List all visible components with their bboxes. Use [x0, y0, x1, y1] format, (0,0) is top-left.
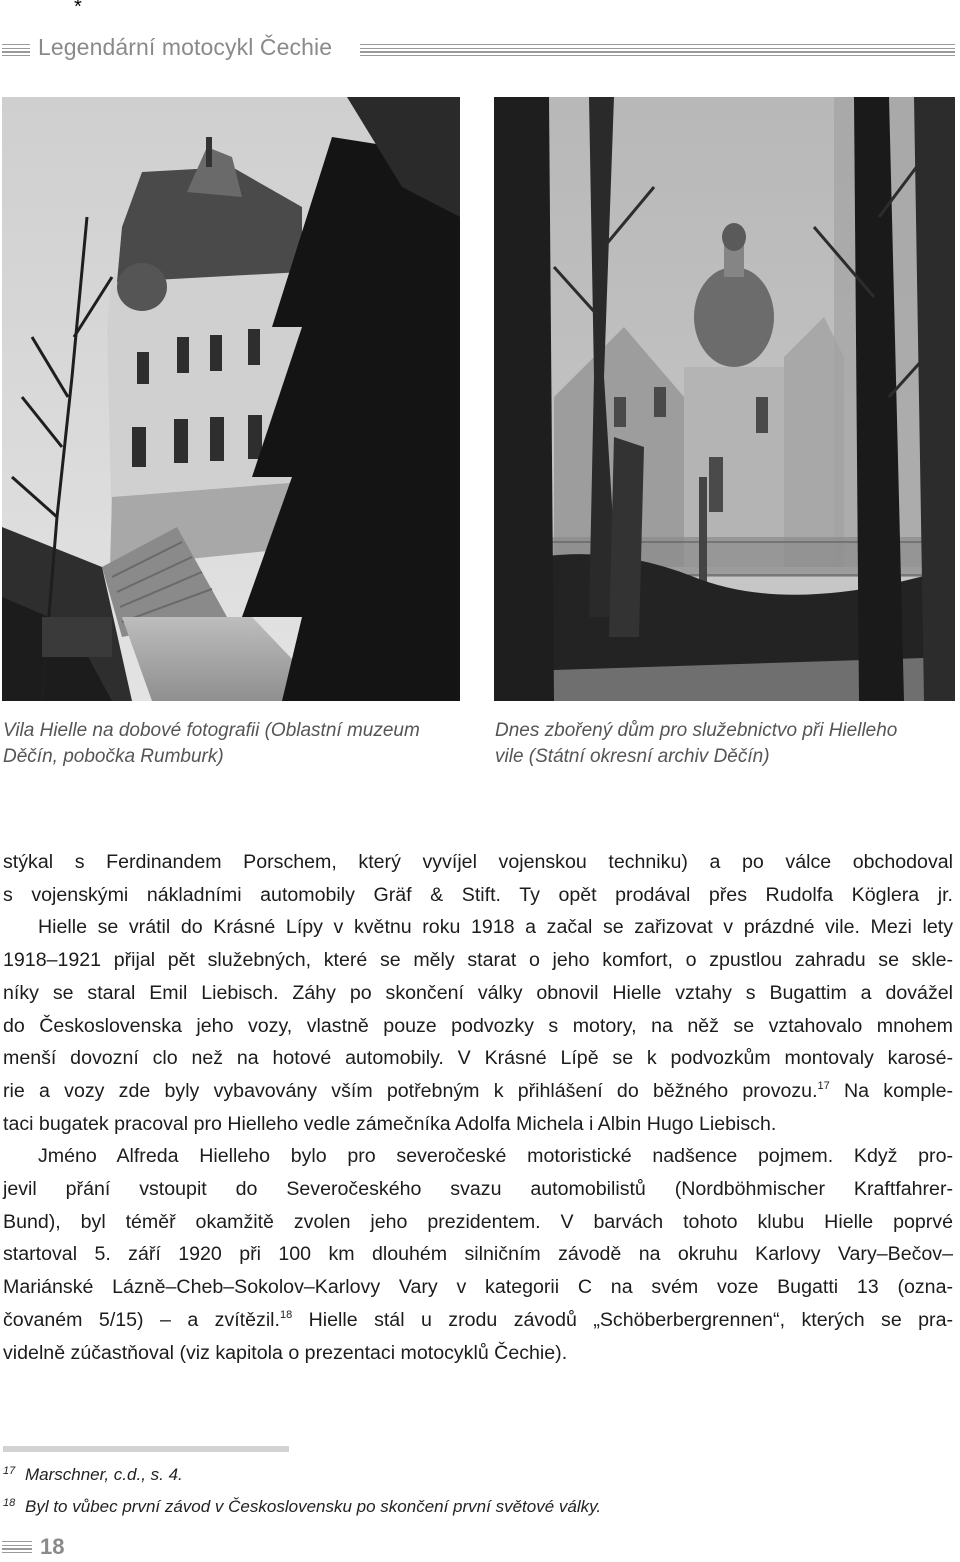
body-line: do Československa jeho vozy, vlastně pouze podvozky s motory, na něž se vztahovalo mnohem — [3, 1014, 953, 1037]
body-text-run: rie a vozy zde byly vybavovány vším potřebným k přihlášení do běžného provozu. — [3, 1079, 818, 1102]
header-asterisk: * — [74, 0, 82, 18]
body-text-run: Na komple- — [829, 1079, 953, 1102]
body-line: Bund), byl téměř okamžitě zvolen jeho prezidentem. V barvách tohoto klubu Hielle poprvé — [3, 1210, 953, 1233]
photo-servants-house — [494, 97, 955, 701]
body-line-with-footnote — [3, 1304, 953, 1337]
header-rule-left — [2, 44, 30, 56]
body-line: Jméno Alfreda Hielleho bylo pro severočeské motoristické nadšence pojmem. Když pro- — [38, 1145, 953, 1168]
caption-line: Děčín, pobočka Rumburk) — [3, 746, 224, 767]
footnote-text: Byl to vůbec první závod v Československu po skončení první světové války. — [25, 1497, 602, 1516]
footnote-18 — [3, 1489, 903, 1521]
footnote-text: Marschner, c.d., s. 4. — [25, 1465, 183, 1484]
footer-rule — [2, 1541, 32, 1556]
body-text-run: čovaném 5/15) – a zvítězil. — [3, 1308, 280, 1331]
footnote-rule — [3, 1446, 289, 1452]
body-line: taci bugatek pracoval pro Hielleho vedle zámečníka Adolfa Michela i Albin Hugo Liebisch. — [3, 1112, 777, 1135]
footnotes — [3, 1457, 903, 1521]
body-line: Hielle se vrátil do Krásné Lípy v květnu roku 1918 a začal se zařizovat v prázdné vile. Mezi lety — [38, 916, 953, 939]
caption-line: Vila Hielle na dobové fotografii (Oblastní muzeum — [3, 720, 420, 741]
body-line: stýkal s Ferdinandem Porschem, který vyvíjel vojenskou techniku) a po válce obchodoval — [3, 851, 953, 873]
header-rule-right — [360, 44, 955, 56]
body-line: s vojenskými nákladními automobily Gräf & Stift. Ty opět prodával přes Rudolfa Köglera jr. — [3, 883, 953, 906]
body-line: menší dovozní clo než na hotové automobily. V Krásné Lípě se k podvozkům montovaly karosé- — [3, 1047, 953, 1070]
footnote-ref-17: 17 — [817, 1079, 830, 1092]
body-line: startoval 5. září 1920 při 100 km dlouhém silničním závodě na okruhu Karlovy Vary–Bečov– — [3, 1243, 953, 1266]
page-number: 18 — [40, 1534, 65, 1559]
caption-line: Dnes zbořený dům pro služebnictvo při Hielleho — [495, 720, 898, 741]
body-line: 1918–1921 přijal pět služebných, které se měly starat o jeho komfort, o zpustlou zahradu se skle- — [3, 949, 953, 972]
figure-caption-1 — [3, 718, 473, 770]
footnote-number: 18 — [3, 1497, 16, 1509]
caption-line: vile (Státní okresní archiv Děčín) — [495, 746, 770, 767]
footnote-17 — [3, 1457, 903, 1489]
body-line: Mariánské Lázně–Cheb–Sokolov–Karlovy Vary v kategorii C na svém voze Bugatti 13 (ozna- — [3, 1276, 953, 1299]
figure-caption-2 — [495, 718, 960, 770]
photo-villa-hielle — [2, 97, 460, 701]
body-line: jevil přání vstoupit do Severočeského svazu automobilistů (Nordböhmischer Kraftfahrer- — [3, 1178, 953, 1201]
body-text-run: Hielle stál u zrodu závodů „Schöberbergrennen“, kterých se pra- — [292, 1308, 953, 1331]
body-line: níky se staral Emil Liebisch. Záhy po skončení války obnovil Hielle vztahy s Bugattim a dovážel — [3, 981, 953, 1004]
body-line-with-footnote — [3, 1075, 953, 1108]
running-header — [0, 32, 960, 72]
footnote-number: 17 — [3, 1465, 16, 1477]
footnote-ref-18: 18 — [279, 1308, 293, 1321]
running-title: Legendární motocykl Čechie — [38, 34, 333, 60]
body-text — [3, 846, 953, 1369]
body-line: videlně zúčastňoval (viz kapitola o prezentaci motocyklů Čechie). — [3, 1341, 568, 1364]
